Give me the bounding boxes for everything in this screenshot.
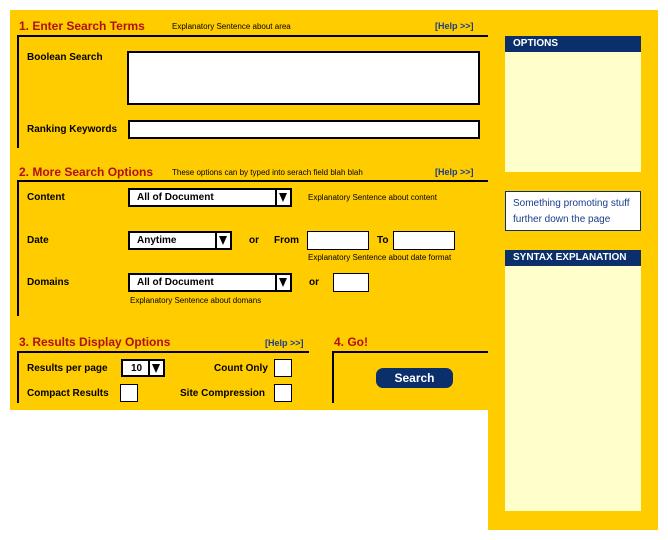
domains-select[interactable] (128, 273, 292, 292)
options-header: OPTIONS (505, 36, 641, 52)
results-dropdown-arrow-icon[interactable] (148, 361, 163, 375)
to-label: To (377, 235, 389, 246)
domains-label: Domains (27, 277, 70, 288)
date-explanation: Explanatory Sentence about date format (308, 253, 452, 262)
date-select[interactable] (128, 231, 232, 250)
ranking-keywords-input[interactable] (128, 120, 480, 139)
promo-box[interactable]: Something promoting stuff further down the page (505, 191, 641, 231)
count-only-checkbox[interactable] (274, 359, 292, 377)
boolean-search-label: Boolean Search (27, 52, 103, 63)
section4-title: 4. Go! (334, 335, 369, 349)
section2-title: 2. More Search Options (19, 165, 154, 179)
content-select[interactable] (128, 188, 292, 207)
results-per-page-label: Results per page (27, 363, 108, 374)
search-button[interactable]: Search (376, 368, 453, 388)
site-compression-label: Site Compression (180, 388, 266, 399)
options-panel (505, 52, 641, 172)
section4-left-rule (332, 351, 334, 403)
content-label: Content (27, 192, 65, 203)
section1-help-link[interactable]: [Help >>] (435, 21, 474, 31)
section2-help-link[interactable]: [Help >>] (435, 167, 474, 177)
domains-dropdown-arrow-icon[interactable] (275, 275, 290, 290)
syntax-explanation-panel (505, 266, 641, 511)
domains-or-label: or (309, 277, 319, 288)
section3-left-rule (17, 351, 19, 403)
syntax-explanation-header: SYNTAX EXPLANATION (505, 250, 641, 266)
domains-select-value: All of Document (137, 277, 214, 288)
date-or-label: or (249, 235, 259, 246)
content-select-value: All of Document (137, 192, 214, 203)
section3-top-rule (17, 351, 309, 353)
date-to-input[interactable] (393, 231, 455, 250)
section4-top-rule (332, 351, 488, 353)
ranking-keywords-label: Ranking Keywords (27, 124, 118, 135)
date-from-input[interactable] (307, 231, 369, 250)
count-only-label: Count Only (214, 363, 268, 374)
site-compression-checkbox[interactable] (274, 384, 292, 402)
content-explanation: Explanatory Sentence about content (308, 193, 437, 202)
section1-title: 1. Enter Search Terms (19, 19, 145, 33)
results-per-page-select[interactable] (121, 359, 165, 377)
domains-explanation: Explanatory Sentence about domans (130, 296, 262, 305)
section2-explanation: These options can by typed into serach field blah blah (172, 168, 363, 177)
section1-top-rule (17, 35, 488, 37)
compact-results-label: Compact Results (27, 388, 109, 399)
compact-results-checkbox[interactable] (120, 384, 138, 402)
section3-title: 3. Results Display Options (19, 335, 171, 349)
date-label: Date (27, 235, 49, 246)
results-per-page-value: 10 (131, 363, 143, 374)
domains-input[interactable] (333, 273, 369, 292)
date-dropdown-arrow-icon[interactable] (215, 233, 230, 248)
boolean-search-textarea[interactable] (127, 51, 480, 105)
section1-explanation: Explanatory Sentence about area (172, 22, 291, 31)
date-select-value: Anytime (137, 235, 177, 246)
section1-left-rule (17, 35, 19, 148)
section3-help-link[interactable]: [Help >>] (265, 338, 304, 348)
section2-left-rule (17, 180, 19, 316)
from-label: From (274, 235, 299, 246)
content-dropdown-arrow-icon[interactable] (275, 190, 290, 205)
section2-top-rule (17, 180, 488, 182)
